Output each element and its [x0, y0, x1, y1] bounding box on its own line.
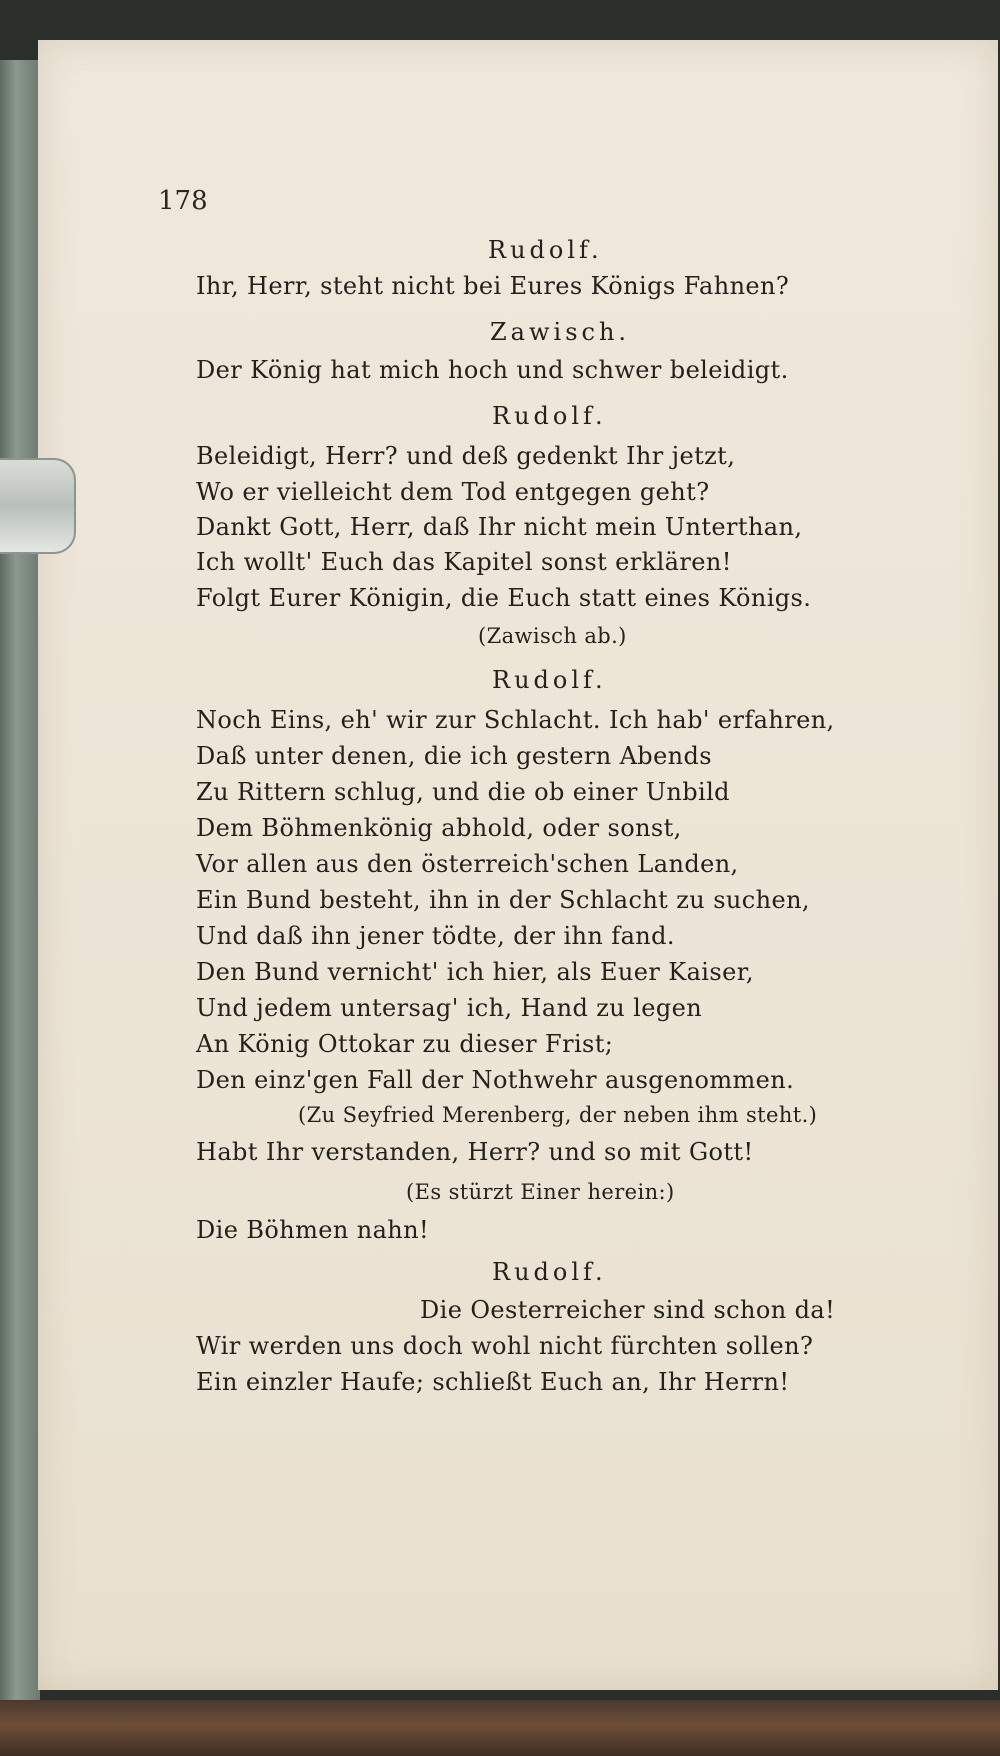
verse-line: Ein Bund besteht, ihn in der Schlacht zu suchen,: [196, 886, 810, 914]
verse-line: Dankt Gott, Herr, daß Ihr nicht mein Unterthan,: [196, 513, 803, 541]
speaker-name: Rudolf.: [488, 236, 603, 264]
verse-line: Daß unter denen, die ich gestern Abends: [196, 742, 713, 770]
verse-line: Wir werden uns doch wohl nicht fürchten sollen?: [196, 1332, 814, 1360]
verse-line: Die Böhmen nahn!: [196, 1216, 430, 1244]
stage-direction: (Zu Seyfried Merenberg, der neben ihm steht.): [298, 1103, 818, 1127]
verse-line: Zu Rittern schlug, und die ob einer Unbild: [196, 778, 730, 806]
verse-line: Beleidigt, Herr? und deß gedenkt Ihr jetzt,: [196, 442, 736, 470]
verse-line: Ihr, Herr, steht nicht bei Eures Königs Fahnen?: [196, 272, 790, 300]
verse-line: Wo er vielleicht dem Tod entgegen geht?: [196, 478, 710, 506]
speaker-name: Rudolf.: [492, 666, 607, 694]
speaker-name: Rudolf.: [492, 1258, 607, 1286]
speaker-name: Zawisch.: [490, 318, 631, 346]
speaker-name: Rudolf.: [492, 402, 607, 430]
page-number: 178: [158, 186, 208, 216]
verse-line: Ein einzler Haufe; schließt Euch an, Ihr Herrn!: [196, 1368, 790, 1396]
stage-direction: (Zawisch ab.): [478, 624, 627, 648]
verse-line: Vor allen aus den österreich'schen Landen,: [196, 850, 739, 878]
verse-line: Ich wollt' Euch das Kapitel sonst erklären!: [196, 548, 732, 576]
verse-line: Der König hat mich hoch und schwer beleidigt.: [196, 356, 789, 384]
verse-line: Den Bund vernicht' ich hier, als Euer Kaiser,: [196, 958, 754, 986]
verse-line: Und jedem untersag' ich, Hand zu legen: [196, 994, 703, 1022]
verse-line: Habt Ihr verstanden, Herr? und so mit Gott!: [196, 1138, 754, 1166]
verse-line: Den einz'gen Fall der Nothwehr ausgenommen.: [196, 1066, 795, 1094]
verse-line: Folgt Eurer Königin, die Euch statt eines Königs.: [196, 584, 812, 612]
book-cover-edge: [0, 1700, 1000, 1756]
verse-line: Die Oesterreicher sind schon da!: [420, 1296, 836, 1324]
verse-line: Dem Böhmenkönig abhold, oder sonst,: [196, 814, 682, 842]
verse-line: An König Ottokar zu dieser Frist;: [196, 1030, 614, 1058]
page-clip: [0, 458, 76, 554]
book-edge: [0, 60, 40, 1700]
verse-line: Noch Eins, eh' wir zur Schlacht. Ich hab' erfahren,: [196, 706, 835, 734]
verse-line: Und daß ihn jener tödte, der ihn fand.: [196, 922, 675, 950]
stage-direction: (Es stürzt Einer herein:): [406, 1180, 675, 1204]
